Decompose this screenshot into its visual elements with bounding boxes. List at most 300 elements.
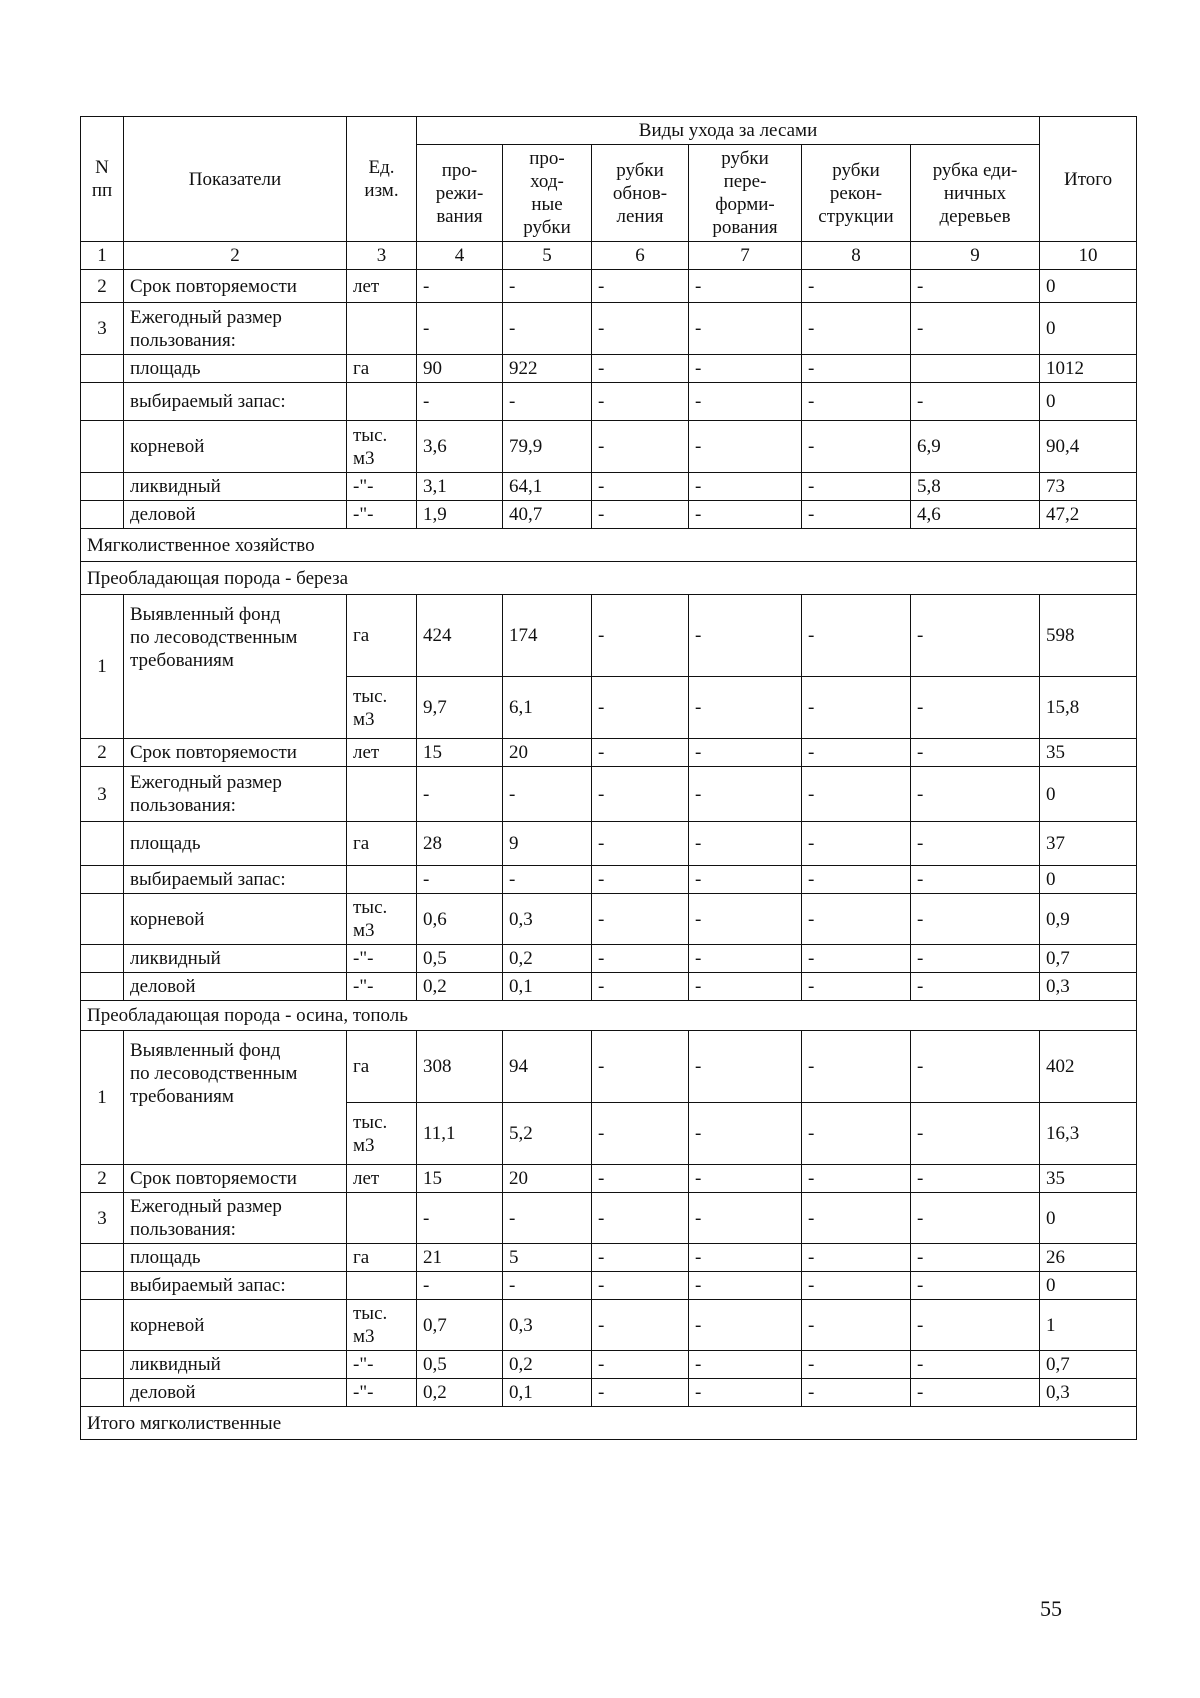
row-value: - xyxy=(802,739,911,767)
row-value: - xyxy=(911,822,1040,866)
row-unit: га xyxy=(347,1031,417,1103)
row-value: 79,9 xyxy=(503,421,592,473)
row-value: 0,2 xyxy=(417,1379,503,1407)
row-value: - xyxy=(802,1351,911,1379)
row-value: - xyxy=(689,1351,802,1379)
section-row xyxy=(81,1001,1137,1031)
row-value: 94 xyxy=(503,1031,592,1103)
row-number xyxy=(81,822,124,866)
row-value: - xyxy=(802,973,911,1001)
row-value: - xyxy=(689,945,802,973)
row-total: 0 xyxy=(1040,1193,1137,1244)
table-row xyxy=(81,1031,1137,1103)
row-value: - xyxy=(911,866,1040,894)
row-value: - xyxy=(911,1379,1040,1407)
row-unit: лет xyxy=(347,1165,417,1193)
row-value: 64,1 xyxy=(503,473,592,501)
row-value: - xyxy=(911,1193,1040,1244)
row-total: 0,7 xyxy=(1040,945,1137,973)
row-value: - xyxy=(592,501,689,529)
section-row xyxy=(81,562,1137,595)
row-value: - xyxy=(417,1193,503,1244)
table-row xyxy=(81,894,1137,945)
row-number xyxy=(81,1379,124,1407)
row-value: - xyxy=(592,1272,689,1300)
row-value xyxy=(911,355,1040,383)
row-value: - xyxy=(592,866,689,894)
row-value: - xyxy=(911,1300,1040,1351)
row-number xyxy=(81,473,124,501)
row-value: - xyxy=(689,677,802,739)
row-value: - xyxy=(417,383,503,421)
table-row xyxy=(81,383,1137,421)
row-total: 0 xyxy=(1040,767,1137,822)
row-value: 4,6 xyxy=(911,501,1040,529)
column-number: 8 xyxy=(802,242,911,270)
row-total: 0 xyxy=(1040,1272,1137,1300)
row-value: - xyxy=(802,1244,911,1272)
row-value: 0,6 xyxy=(417,894,503,945)
row-value: - xyxy=(592,677,689,739)
row-unit: тыс. м3 xyxy=(347,1300,417,1351)
header-col-renewal-cutting: рубки обнов- ления xyxy=(592,145,689,242)
row-value: 424 xyxy=(417,595,503,677)
row-value: - xyxy=(592,822,689,866)
table-row xyxy=(81,595,1137,677)
row-value: - xyxy=(911,1103,1040,1165)
row-value: - xyxy=(689,1031,802,1103)
row-number: 1 xyxy=(81,595,124,739)
row-value: - xyxy=(417,1272,503,1300)
row-value: - xyxy=(592,767,689,822)
row-value: - xyxy=(689,1272,802,1300)
table-row xyxy=(81,270,1137,303)
row-value: - xyxy=(911,1165,1040,1193)
row-value: - xyxy=(802,945,911,973)
row-number: 3 xyxy=(81,1193,124,1244)
row-value: - xyxy=(911,1272,1040,1300)
row-total: 0 xyxy=(1040,303,1137,355)
row-value: - xyxy=(592,1165,689,1193)
forest-care-table xyxy=(80,116,1137,1440)
row-indicator: Выявленный фонд по лесоводственным требованиям xyxy=(124,595,347,739)
row-total: 0 xyxy=(1040,866,1137,894)
column-number: 3 xyxy=(347,242,417,270)
row-number: 3 xyxy=(81,767,124,822)
column-number: 7 xyxy=(689,242,802,270)
row-value: - xyxy=(689,355,802,383)
table-row xyxy=(81,945,1137,973)
row-value: - xyxy=(689,866,802,894)
row-value: - xyxy=(592,1031,689,1103)
header-unit: Ед. изм. xyxy=(347,117,417,242)
row-value: - xyxy=(689,1379,802,1407)
row-value: - xyxy=(911,383,1040,421)
row-value: 6,1 xyxy=(503,677,592,739)
row-unit: -"- xyxy=(347,473,417,501)
row-value: - xyxy=(592,421,689,473)
row-value: 3,6 xyxy=(417,421,503,473)
row-value: - xyxy=(911,1031,1040,1103)
page-number: 55 xyxy=(1040,1596,1062,1621)
row-value: - xyxy=(503,303,592,355)
row-value: - xyxy=(592,1351,689,1379)
column-number: 5 xyxy=(503,242,592,270)
row-indicator: корневой xyxy=(124,894,347,945)
row-value: 922 xyxy=(503,355,592,383)
row-total: 1012 xyxy=(1040,355,1137,383)
header-indicator: Показатели xyxy=(124,117,347,242)
row-value: - xyxy=(911,1244,1040,1272)
row-total: 0,7 xyxy=(1040,1351,1137,1379)
row-value: - xyxy=(689,1193,802,1244)
row-value: - xyxy=(802,1103,911,1165)
row-number xyxy=(81,894,124,945)
row-total: 15,8 xyxy=(1040,677,1137,739)
row-unit: га xyxy=(347,1244,417,1272)
row-value: - xyxy=(911,973,1040,1001)
row-number xyxy=(81,501,124,529)
table-row xyxy=(81,822,1137,866)
row-total: 0 xyxy=(1040,270,1137,303)
column-number: 9 xyxy=(911,242,1040,270)
row-indicator: Ежегодный размер пользования: xyxy=(124,767,347,822)
row-number: 2 xyxy=(81,739,124,767)
row-value: - xyxy=(802,383,911,421)
row-total: 1 xyxy=(1040,1300,1137,1351)
row-value: - xyxy=(802,894,911,945)
row-value: 28 xyxy=(417,822,503,866)
section-title: Итого мягколиственные xyxy=(81,1407,1137,1440)
row-value: - xyxy=(417,767,503,822)
header-col-single-tree-cutting: рубка еди- ничных деревьев xyxy=(911,145,1040,242)
row-indicator: площадь xyxy=(124,1244,347,1272)
row-indicator: деловой xyxy=(124,1379,347,1407)
row-value: - xyxy=(802,677,911,739)
row-value: 15 xyxy=(417,739,503,767)
row-indicator: выбираемый запас: xyxy=(124,383,347,421)
row-value: 0,7 xyxy=(417,1300,503,1351)
row-value: - xyxy=(503,383,592,421)
row-value: - xyxy=(911,595,1040,677)
row-total: 35 xyxy=(1040,1165,1137,1193)
table-row xyxy=(81,767,1137,822)
row-value: - xyxy=(592,1193,689,1244)
row-indicator: Ежегодный размер пользования: xyxy=(124,303,347,355)
row-value: 21 xyxy=(417,1244,503,1272)
table-row xyxy=(81,501,1137,529)
row-unit: тыс. м3 xyxy=(347,894,417,945)
row-indicator: корневой xyxy=(124,1300,347,1351)
row-value: - xyxy=(503,1272,592,1300)
row-value: - xyxy=(592,973,689,1001)
header-group: Виды ухода за лесами xyxy=(417,117,1040,145)
row-indicator: ликвидный xyxy=(124,945,347,973)
row-number xyxy=(81,383,124,421)
row-value: - xyxy=(592,383,689,421)
table-row xyxy=(81,1351,1137,1379)
row-value: - xyxy=(911,1351,1040,1379)
row-number xyxy=(81,1300,124,1351)
row-value: - xyxy=(802,595,911,677)
row-value: 6,9 xyxy=(911,421,1040,473)
row-value: 0,3 xyxy=(503,894,592,945)
row-unit: лет xyxy=(347,739,417,767)
row-value: - xyxy=(417,303,503,355)
row-value: - xyxy=(802,1165,911,1193)
row-value: 20 xyxy=(503,1165,592,1193)
row-number xyxy=(81,355,124,383)
column-number: 4 xyxy=(417,242,503,270)
header-row xyxy=(81,117,1137,145)
row-unit: тыс. м3 xyxy=(347,1103,417,1165)
row-unit: -"- xyxy=(347,501,417,529)
row-total: 73 xyxy=(1040,473,1137,501)
row-value: - xyxy=(911,303,1040,355)
row-value: - xyxy=(417,270,503,303)
row-value: - xyxy=(689,739,802,767)
row-value: - xyxy=(592,894,689,945)
table-body xyxy=(81,117,1137,1440)
header-col-passage-cutting: про- ход- ные рубки xyxy=(503,145,592,242)
row-value: 174 xyxy=(503,595,592,677)
row-value: - xyxy=(802,1031,911,1103)
row-value: 90 xyxy=(417,355,503,383)
row-value: 0,3 xyxy=(503,1300,592,1351)
row-unit: лет xyxy=(347,270,417,303)
row-value: 9,7 xyxy=(417,677,503,739)
row-value: 308 xyxy=(417,1031,503,1103)
table-row xyxy=(81,739,1137,767)
column-number: 1 xyxy=(81,242,124,270)
header-col-thinning: про- режи- вания xyxy=(417,145,503,242)
row-value: - xyxy=(503,767,592,822)
row-unit xyxy=(347,767,417,822)
row-total: 47,2 xyxy=(1040,501,1137,529)
row-indicator: Срок повторяемости xyxy=(124,270,347,303)
row-value: - xyxy=(689,1244,802,1272)
row-value: - xyxy=(689,595,802,677)
row-value: - xyxy=(911,677,1040,739)
row-value: 5 xyxy=(503,1244,592,1272)
row-value: - xyxy=(802,1300,911,1351)
row-indicator: Срок повторяемости xyxy=(124,1165,347,1193)
row-value: - xyxy=(689,501,802,529)
row-value: 3,1 xyxy=(417,473,503,501)
row-value: - xyxy=(802,270,911,303)
row-value: - xyxy=(802,473,911,501)
row-value: 0,5 xyxy=(417,1351,503,1379)
row-value: - xyxy=(689,1300,802,1351)
row-indicator: Срок повторяемости xyxy=(124,739,347,767)
table-row xyxy=(81,355,1137,383)
row-value: 0,2 xyxy=(503,1351,592,1379)
table-row xyxy=(81,303,1137,355)
row-unit xyxy=(347,1272,417,1300)
row-value: - xyxy=(911,270,1040,303)
row-value: - xyxy=(689,383,802,421)
row-total: 0,3 xyxy=(1040,1379,1137,1407)
row-value: 0,2 xyxy=(503,945,592,973)
row-indicator: деловой xyxy=(124,973,347,1001)
row-total: 90,4 xyxy=(1040,421,1137,473)
column-numbers-row xyxy=(81,242,1137,270)
section-title: Мягколиственное хозяйство xyxy=(81,529,1137,562)
row-value: - xyxy=(689,767,802,822)
row-value: - xyxy=(503,270,592,303)
column-number: 10 xyxy=(1040,242,1137,270)
row-value: - xyxy=(503,866,592,894)
row-unit: га xyxy=(347,822,417,866)
row-value: 11,1 xyxy=(417,1103,503,1165)
table-row xyxy=(81,473,1137,501)
row-number xyxy=(81,1272,124,1300)
row-unit: -"- xyxy=(347,973,417,1001)
row-value: - xyxy=(592,473,689,501)
header-col-reforming-cutting: рубки пере- форми- рования xyxy=(689,145,802,242)
row-value: - xyxy=(592,595,689,677)
row-unit xyxy=(347,383,417,421)
row-value: - xyxy=(802,822,911,866)
row-indicator: ликвидный xyxy=(124,1351,347,1379)
column-number: 6 xyxy=(592,242,689,270)
row-value: 40,7 xyxy=(503,501,592,529)
row-unit: -"- xyxy=(347,1379,417,1407)
row-value: - xyxy=(592,739,689,767)
table-row xyxy=(81,1193,1137,1244)
row-value: 0,1 xyxy=(503,973,592,1001)
row-indicator: площадь xyxy=(124,822,347,866)
row-number xyxy=(81,973,124,1001)
row-number xyxy=(81,421,124,473)
row-total: 37 xyxy=(1040,822,1137,866)
table-row xyxy=(81,1272,1137,1300)
section-title: Преобладающая порода - осина, тополь xyxy=(81,1001,1137,1031)
row-number: 2 xyxy=(81,1165,124,1193)
row-value: 5,2 xyxy=(503,1103,592,1165)
row-unit xyxy=(347,866,417,894)
header-col-reconstruction-cutting: рубки рекон- струкции xyxy=(802,145,911,242)
row-number: 1 xyxy=(81,1031,124,1165)
table-row xyxy=(81,421,1137,473)
row-value: - xyxy=(592,1103,689,1165)
row-value: 15 xyxy=(417,1165,503,1193)
row-total: 0 xyxy=(1040,383,1137,421)
table-row xyxy=(81,973,1137,1001)
row-value: - xyxy=(592,355,689,383)
row-indicator: Ежегодный размер пользования: xyxy=(124,1193,347,1244)
row-total: 26 xyxy=(1040,1244,1137,1272)
row-number: 3 xyxy=(81,303,124,355)
row-number xyxy=(81,945,124,973)
row-unit xyxy=(347,303,417,355)
row-indicator: выбираемый запас: xyxy=(124,1272,347,1300)
row-number xyxy=(81,1351,124,1379)
row-unit: -"- xyxy=(347,1351,417,1379)
row-unit xyxy=(347,1193,417,1244)
row-value: - xyxy=(592,270,689,303)
row-value: 1,9 xyxy=(417,501,503,529)
row-unit: га xyxy=(347,355,417,383)
row-value: - xyxy=(689,973,802,1001)
row-value: - xyxy=(911,945,1040,973)
row-value: 20 xyxy=(503,739,592,767)
header-total: Итого xyxy=(1040,117,1137,242)
row-value: 0,2 xyxy=(417,973,503,1001)
row-total: 402 xyxy=(1040,1031,1137,1103)
row-value: 5,8 xyxy=(911,473,1040,501)
row-value: - xyxy=(503,1193,592,1244)
row-value: - xyxy=(689,822,802,866)
section-row xyxy=(81,1407,1137,1440)
row-number: 2 xyxy=(81,270,124,303)
row-value: - xyxy=(592,945,689,973)
row-value: - xyxy=(592,1244,689,1272)
row-value: - xyxy=(802,501,911,529)
row-number xyxy=(81,866,124,894)
table-row xyxy=(81,1379,1137,1407)
row-number xyxy=(81,1244,124,1272)
table-row xyxy=(81,1244,1137,1272)
table-row xyxy=(81,1165,1137,1193)
row-value: - xyxy=(689,473,802,501)
row-value: - xyxy=(592,303,689,355)
row-indicator: выбираемый запас: xyxy=(124,866,347,894)
row-indicator: корневой xyxy=(124,421,347,473)
row-value: - xyxy=(592,1379,689,1407)
row-value: - xyxy=(911,894,1040,945)
row-total: 16,3 xyxy=(1040,1103,1137,1165)
column-number: 2 xyxy=(124,242,347,270)
row-value: - xyxy=(802,303,911,355)
row-value: - xyxy=(689,1103,802,1165)
row-value: - xyxy=(802,355,911,383)
row-value: 0,5 xyxy=(417,945,503,973)
row-value: - xyxy=(911,767,1040,822)
row-value: - xyxy=(417,866,503,894)
row-unit: тыс. м3 xyxy=(347,421,417,473)
header-n: N пп xyxy=(81,117,124,242)
row-value: - xyxy=(592,1300,689,1351)
row-value: - xyxy=(802,421,911,473)
row-value: - xyxy=(689,894,802,945)
table-row xyxy=(81,1300,1137,1351)
row-unit: -"- xyxy=(347,945,417,973)
table-row xyxy=(81,866,1137,894)
row-unit: тыс. м3 xyxy=(347,677,417,739)
row-total: 0,9 xyxy=(1040,894,1137,945)
row-value: - xyxy=(689,421,802,473)
row-unit: га xyxy=(347,595,417,677)
section-title: Преобладающая порода - береза xyxy=(81,562,1137,595)
row-value: - xyxy=(689,1165,802,1193)
row-value: - xyxy=(802,1193,911,1244)
section-row xyxy=(81,529,1137,562)
row-value: - xyxy=(689,270,802,303)
row-indicator: деловой xyxy=(124,501,347,529)
row-value: 0,1 xyxy=(503,1379,592,1407)
row-value: - xyxy=(802,1379,911,1407)
row-total: 35 xyxy=(1040,739,1137,767)
row-indicator: Выявленный фонд по лесоводственным требованиям xyxy=(124,1031,347,1165)
row-value: - xyxy=(802,767,911,822)
row-value: - xyxy=(802,866,911,894)
row-total: 0,3 xyxy=(1040,973,1137,1001)
row-value: - xyxy=(911,739,1040,767)
row-value: - xyxy=(802,1272,911,1300)
row-indicator: ликвидный xyxy=(124,473,347,501)
row-value: - xyxy=(689,303,802,355)
